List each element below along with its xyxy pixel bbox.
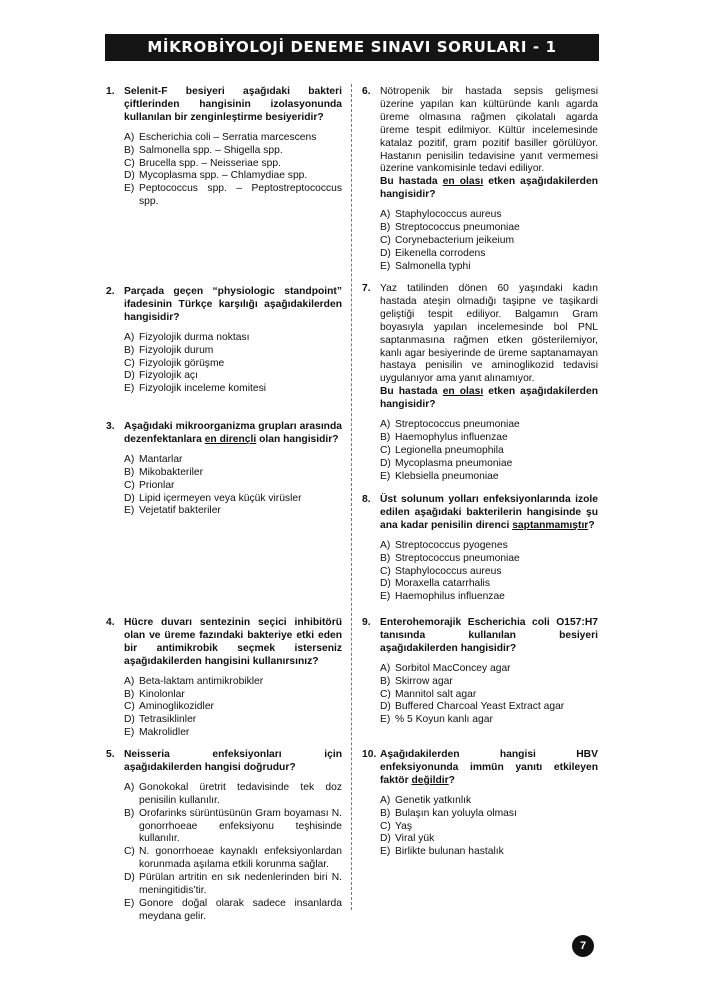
option-text: Makrolidler	[139, 727, 190, 739]
option-letter: E)	[380, 470, 391, 482]
option-text: Buffered Charcoal Yeast Extract agar	[395, 701, 565, 713]
question-body: Yaz tatilinden dönen 60 yaşındaki kadın hastada ateşin olmadığı taşipne ve taşikardi geliştiği tespit ediliyor. Balgamın Gram boyasıyla yapılan incelemesinde bol PNL saptanmasına rağmen etken gösterilemiyor, kanlı agar besiyerinde de üreme saptanamayan hastaya penisilin ve aminoglikozid tedavisi uygulanıyor ama yanıt alınamıyor.	[380, 283, 598, 385]
question-text	[380, 749, 598, 788]
question-stem	[362, 494, 598, 533]
option-letter: C)	[380, 444, 391, 456]
page-title: MİKROBİYOLOJİ DENEME SINAVI SORULARI - 1	[105, 34, 599, 61]
option-text: Streptococcus pneumoniae	[395, 419, 520, 431]
answer-option[interactable]	[124, 898, 342, 924]
option-letter: E)	[124, 727, 135, 739]
option-letter: D)	[124, 370, 135, 382]
option-letter: A)	[380, 419, 391, 431]
question-number: 7.	[362, 283, 371, 294]
option-letter: D)	[124, 872, 135, 884]
question-5	[106, 749, 342, 924]
option-letter: D)	[380, 578, 391, 590]
option-text: Genetik yatkınlık	[395, 794, 472, 806]
option-text: Yaş	[395, 820, 412, 832]
question-number: 4.	[106, 617, 115, 628]
question-prompt-text: Selenit-F besiyeri aşağıdaki bakteri çiftlerinden hangisinin izolasyonunda kullanılan bir zenginleştirme besiyeridir?	[124, 86, 342, 123]
option-text: Lipid içermeyen veya küçük virüsler	[139, 492, 302, 504]
answer-option[interactable]	[380, 458, 598, 471]
answer-option[interactable]	[124, 370, 342, 383]
option-letter: B)	[380, 552, 391, 564]
question-text	[380, 283, 598, 412]
question-prompt-end: olan hangisidir?	[256, 433, 339, 445]
question-prompt-text: Bu hastada	[380, 386, 443, 398]
page-number: 7	[572, 935, 594, 957]
answer-option[interactable]	[124, 132, 342, 145]
answer-option[interactable]	[380, 432, 598, 445]
question-number: 6.	[362, 86, 371, 97]
answer-option[interactable]	[380, 471, 598, 484]
question-text	[124, 617, 342, 669]
option-letter: E)	[380, 260, 391, 272]
option-text: Bulaşın kan yoluyla olması	[395, 807, 517, 819]
option-text: Viral yük	[395, 833, 435, 845]
option-text: Kinolonlar	[139, 688, 185, 700]
answer-option[interactable]	[124, 183, 342, 209]
question-number: 2.	[106, 286, 115, 297]
option-text: Prionlar	[139, 479, 175, 491]
answer-option[interactable]	[380, 591, 598, 604]
answer-option[interactable]	[124, 782, 342, 808]
question-prompt-end: etken aşağıdakilerden hangisidir?	[380, 386, 598, 411]
option-text: Moraxella catarrhalis	[395, 578, 490, 590]
answer-option[interactable]	[124, 158, 342, 171]
option-text: Staphylococcus aureus	[395, 209, 502, 221]
question-prompt-end: ?	[448, 774, 455, 786]
option-text: Escherichia coli – Serratia marcescens	[139, 131, 317, 143]
answer-option[interactable]	[380, 578, 598, 591]
option-text: Streptococcus pneumoniae	[395, 222, 520, 234]
question-3	[106, 421, 342, 518]
answer-option[interactable]	[124, 689, 342, 702]
option-text: Brucella spp. – Neisseriae spp.	[139, 157, 281, 169]
answer-option[interactable]	[380, 222, 598, 235]
option-text: Mycoplasma spp. – Chlamydiae spp.	[139, 170, 308, 182]
answer-option[interactable]	[380, 701, 598, 714]
question-stem	[106, 286, 342, 325]
question-text	[124, 286, 342, 325]
question-text	[124, 749, 342, 775]
option-text: Fizyolojik görüşme	[139, 357, 225, 369]
question-number: 5.	[106, 749, 115, 760]
answer-option[interactable]	[124, 345, 342, 358]
option-text: Vejetatif bakteriler	[139, 505, 221, 517]
answer-option[interactable]	[124, 358, 342, 371]
column-divider	[351, 84, 352, 910]
option-text: Legionella pneumophila	[395, 444, 504, 456]
option-text: Orofarinks sürüntüsünün Gram boyaması N. gonorrhoeae enfeksiyonu teşhisinde kullanılır.	[139, 807, 342, 845]
question-number: 3.	[106, 421, 115, 432]
option-letter: C)	[380, 565, 391, 577]
question-number: 1.	[106, 86, 115, 97]
option-text: Fizyolojik inceleme komitesi	[139, 383, 267, 395]
option-text: Fizyolojik durum	[139, 344, 214, 356]
question-stem	[362, 749, 598, 788]
answer-option[interactable]	[380, 808, 598, 821]
option-text: Corynebacterium jeikeium	[395, 234, 515, 246]
option-text: Pürülan artritin en sık nedenlerinden biri N. meningitidis’tir.	[139, 872, 342, 897]
option-text: Birlikte bulunan hastalık	[395, 846, 504, 858]
option-letter: C)	[124, 846, 135, 858]
option-text: Peptococcus spp. – Peptostreptococcus spp.	[139, 183, 342, 208]
option-letter: A)	[124, 331, 135, 343]
option-letter: D)	[380, 701, 391, 713]
option-letter: B)	[124, 344, 135, 356]
answer-option[interactable]	[380, 540, 598, 553]
option-list	[380, 209, 598, 274]
question-prompt-text: Parçada geçen “physiologic standpoint” ifadesinin Türkçe karşılığı aşağıdakilerden hangisidir?	[124, 286, 342, 323]
option-letter: B)	[124, 807, 135, 819]
option-list	[124, 454, 342, 519]
answer-option[interactable]	[124, 383, 342, 396]
option-letter: B)	[380, 675, 391, 687]
option-letter: E)	[124, 383, 135, 395]
option-letter: B)	[124, 466, 135, 478]
answer-option[interactable]	[380, 833, 598, 846]
option-text: Haemophylus influenzae	[395, 431, 508, 443]
question-text	[380, 617, 598, 656]
option-list	[380, 795, 598, 860]
question-text	[380, 494, 598, 533]
option-letter: A)	[380, 539, 391, 551]
option-text: Salmonella spp. – Shigella spp.	[139, 144, 283, 156]
option-letter: C)	[124, 479, 135, 491]
answer-option[interactable]	[380, 419, 598, 432]
answer-option[interactable]	[124, 846, 342, 872]
emphasis-underlined: en dirençli	[204, 433, 257, 445]
question-8	[362, 494, 598, 604]
question-prompt-text: Bu hastada	[380, 176, 443, 188]
option-text: Tetrasiklinler	[139, 714, 197, 726]
question-1	[106, 86, 342, 209]
option-letter: D)	[380, 833, 391, 845]
option-list	[380, 419, 598, 484]
question-body: Nötropenik bir hastada sepsis gelişmesi üzerine yapılan kan kültüründe kanlı agarda üreme olmasına rağmen çikolatalı agarda üreme tespit edilmiyor. Kültür incelemesinde katalaz pozitif, gram pozitif basiller görülüyor. Hastanın penisilin tedavisine yanıt vermemesi üzerine vankomisinle tedavi ediliyor.	[380, 86, 598, 175]
option-text: Streptococcus pyogenes	[395, 539, 508, 551]
option-letter: D)	[124, 170, 135, 182]
answer-option[interactable]	[380, 566, 598, 579]
question-4	[106, 617, 342, 740]
option-list	[124, 332, 342, 397]
option-text: Beta-laktam antimikrobikler	[139, 675, 264, 687]
option-letter: A)	[124, 131, 135, 143]
question-prompt-text: Enterohemorajik Escherichia coli O157:H7 tanısında kullanılan besiyeri aşağıdakilerden hangisidir?	[380, 617, 598, 654]
question-prompt-text: Neisseria enfeksiyonları için aşağıdakilerden hangisi doğrudur?	[124, 749, 342, 773]
answer-option[interactable]	[380, 553, 598, 566]
answer-option[interactable]	[124, 170, 342, 183]
answer-option[interactable]	[124, 872, 342, 898]
question-number: 9.	[362, 617, 371, 628]
option-list	[124, 782, 342, 924]
question-6	[362, 86, 598, 274]
option-text: Aminoglikozidler	[139, 701, 214, 713]
option-letter: C)	[380, 820, 391, 832]
answer-option[interactable]	[380, 209, 598, 222]
option-text: Mycoplasma pneumoniae	[395, 457, 513, 469]
option-text: Streptococcus pneumoniae	[395, 552, 520, 564]
option-letter: A)	[124, 453, 135, 465]
option-text: Haemophilus influenzae	[395, 591, 505, 603]
emphasis-underlined: değildir	[411, 774, 449, 786]
answer-option[interactable]	[124, 145, 342, 158]
option-letter: D)	[124, 714, 135, 726]
option-list	[124, 676, 342, 741]
answer-option[interactable]	[380, 261, 598, 274]
option-text: Staphylococcus aureus	[395, 565, 502, 577]
option-text: N. gonorrhoeae kaynaklı enfeksiyonlardan korunmada aşılama etkili korunma sağlar.	[139, 846, 342, 871]
option-letter: C)	[124, 701, 135, 713]
option-letter: E)	[124, 897, 135, 909]
option-list	[124, 132, 342, 209]
option-letter: E)	[380, 846, 391, 858]
answer-option[interactable]	[124, 714, 342, 727]
answer-option[interactable]	[380, 714, 598, 727]
answer-option[interactable]	[380, 689, 598, 702]
option-letter: B)	[380, 807, 391, 819]
answer-option[interactable]	[124, 808, 342, 847]
option-letter: D)	[380, 247, 391, 259]
question-prompt-end: ?	[588, 519, 595, 531]
question-prompt-end: etken aşağıdakilerden hangisidir?	[380, 176, 598, 201]
answer-option[interactable]	[380, 795, 598, 808]
option-letter: A)	[124, 675, 135, 687]
option-text: Fizyolojik açı	[139, 370, 198, 382]
answer-option[interactable]	[124, 454, 342, 467]
option-text: Gonore doğal olarak sadece insanlarda meydana gelir.	[139, 897, 342, 922]
answer-option[interactable]	[380, 663, 598, 676]
option-text: Mannitol salt agar	[395, 688, 477, 700]
option-letter: E)	[124, 183, 135, 195]
answer-option[interactable]	[124, 727, 342, 740]
question-stem	[106, 421, 342, 447]
question-stem	[362, 617, 598, 656]
option-text: Eikenella corrodens	[395, 247, 486, 259]
question-prompt-text: Üst solunum yolları enfeksiyonlarında izole edilen aşağıdaki bakterilerin hangisinde şu ana kadar penisilin direnci	[380, 494, 598, 531]
option-letter: A)	[380, 209, 391, 221]
question-prompt-text: Aşağıdakilerden hangisi HBV enfeksiyonunda immün yanıtı etkileyen faktör	[380, 749, 598, 786]
question-text	[124, 86, 342, 125]
option-list	[380, 540, 598, 605]
question-prompt	[380, 386, 598, 412]
option-text: Mikobakteriler	[139, 466, 204, 478]
question-7	[362, 283, 598, 484]
option-text: Klebsiella pneumoniae	[395, 470, 499, 482]
option-text: Mantarlar	[139, 453, 183, 465]
answer-option[interactable]	[124, 676, 342, 689]
question-prompt	[380, 176, 598, 202]
question-prompt-text: Aşağıdaki mikroorganizma grupları arasında dezenfektanlara	[124, 421, 342, 445]
option-text: Salmonella typhi	[395, 260, 471, 272]
answer-option[interactable]	[124, 480, 342, 493]
answer-option[interactable]	[124, 332, 342, 345]
question-9	[362, 617, 598, 727]
emphasis-underlined: en olası	[442, 386, 484, 398]
answer-option[interactable]	[380, 445, 598, 458]
question-2	[106, 286, 342, 396]
emphasis-underlined: saptanmamıştır	[512, 519, 589, 531]
option-text: Gonokokal üretrit tedavisinde tek doz penisilin kullanılır.	[139, 781, 342, 806]
option-letter: B)	[124, 144, 135, 156]
answer-option[interactable]	[124, 467, 342, 480]
question-text	[124, 421, 342, 447]
answer-option[interactable]	[380, 676, 598, 689]
question-10	[362, 749, 598, 859]
answer-option[interactable]	[124, 493, 342, 506]
option-letter: B)	[380, 222, 391, 234]
option-letter: A)	[380, 662, 391, 674]
option-letter: B)	[380, 431, 391, 443]
option-list	[380, 663, 598, 728]
question-stem	[362, 283, 598, 412]
answer-option[interactable]	[380, 248, 598, 261]
option-text: % 5 Koyun kanlı agar	[395, 714, 493, 726]
option-letter: C)	[380, 688, 391, 700]
question-prompt-text: Hücre duvarı sentezinin seçici inhibitörü olan ve üreme fazındaki bakteriye etki eden bir antimikrobik seçmek isterseniz aşağıdakilerden hangisini kullanırsınız?	[124, 617, 342, 667]
answer-option[interactable]	[124, 505, 342, 518]
option-letter: B)	[124, 688, 135, 700]
answer-option[interactable]	[124, 701, 342, 714]
question-number: 8.	[362, 494, 371, 505]
option-text: Fizyolojik durma noktası	[139, 331, 250, 343]
option-text: Skirrow agar	[395, 675, 453, 687]
answer-option[interactable]	[380, 846, 598, 859]
option-letter: D)	[380, 457, 391, 469]
question-stem	[362, 86, 598, 202]
option-letter: A)	[124, 781, 135, 793]
question-text	[380, 86, 598, 202]
question-stem	[106, 617, 342, 669]
option-letter: E)	[380, 714, 391, 726]
option-letter: E)	[380, 591, 391, 603]
option-letter: A)	[380, 794, 391, 806]
option-letter: E)	[124, 505, 135, 517]
option-text: Sorbitol MacConcey agar	[395, 662, 511, 674]
option-letter: C)	[380, 234, 391, 246]
answer-option[interactable]	[380, 821, 598, 834]
question-stem	[106, 749, 342, 775]
question-number: 10.	[362, 749, 377, 760]
option-letter: D)	[124, 492, 135, 504]
emphasis-underlined: en olası	[442, 176, 484, 188]
option-letter: C)	[124, 357, 135, 369]
option-letter: C)	[124, 157, 135, 169]
question-stem	[106, 86, 342, 125]
answer-option[interactable]	[380, 235, 598, 248]
